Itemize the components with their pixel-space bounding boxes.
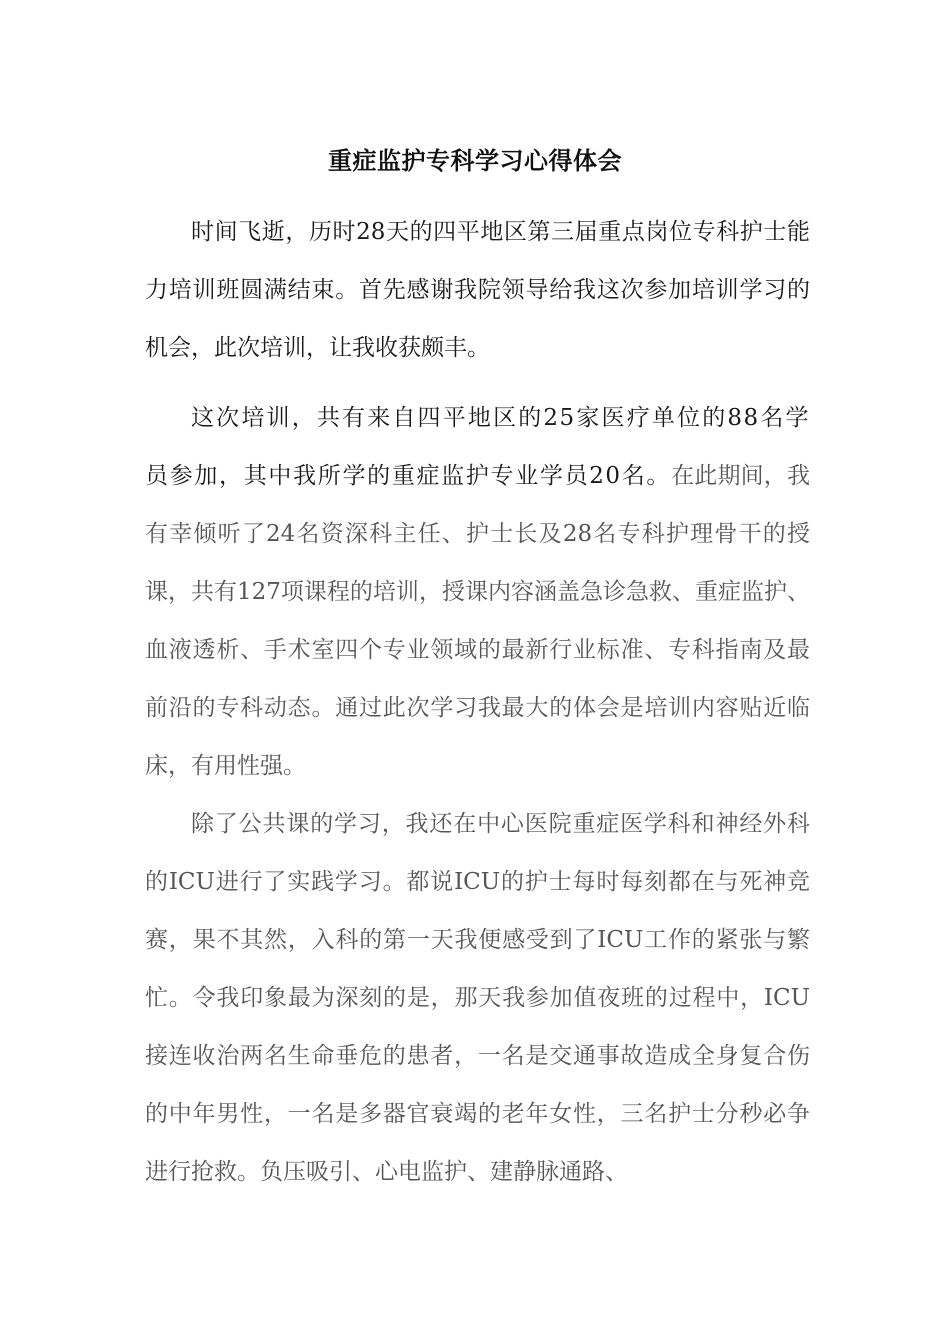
paragraph-2-body: 在此期间，我有幸倾听了24名资深科主任、护士长及28名专科护理骨干的授课，共有127项课程的培训，授课内容涵盖急诊急救、重症监护、血液透析、手术室四个专业领域的最新行业标准、专科指南及最前沿的专科动态。通过此次学习我最大的体会是培训内容贴近临床，有用性强。 — [145, 463, 810, 779]
paragraph-2 — [145, 389, 810, 795]
paragraph-3: 除了公共课的学习，我还在中心医院重症医学科和神经外科 的ICU进行了实践学习。都说ICU的护士每时每刻都在与死神竞赛，果不其然，入科的第一天我便感受到了ICU工作的紧张与繁忙。令我印象最为深刻的是，那天我参加值夜班的过程中，ICU接连收治两名生命垂危的患者，一名是交通事故造成全身复合伤的中年男性，一名是多器官衰竭的老年女性，三名护士分秒必争进行抢救。负压吸引、心电监护、建静脉通路、 — [145, 811, 810, 1185]
paragraph-2-lead: 这次培训，共有来自四平地区的25家医疗单位的88名学员参加，其中我所学的重症监护专业学员20名。 — [145, 405, 810, 489]
paragraph-1: 时间飞逝，历时28天的四平地区第三届重点岗位专科护士能力培训班圆满结束。首先感谢我院领导给我这次参加培训学习的机会，此次培训，让我收获颇丰。 — [145, 219, 810, 361]
document-title: 重症监护专科学习心得体会 — [328, 146, 622, 175]
